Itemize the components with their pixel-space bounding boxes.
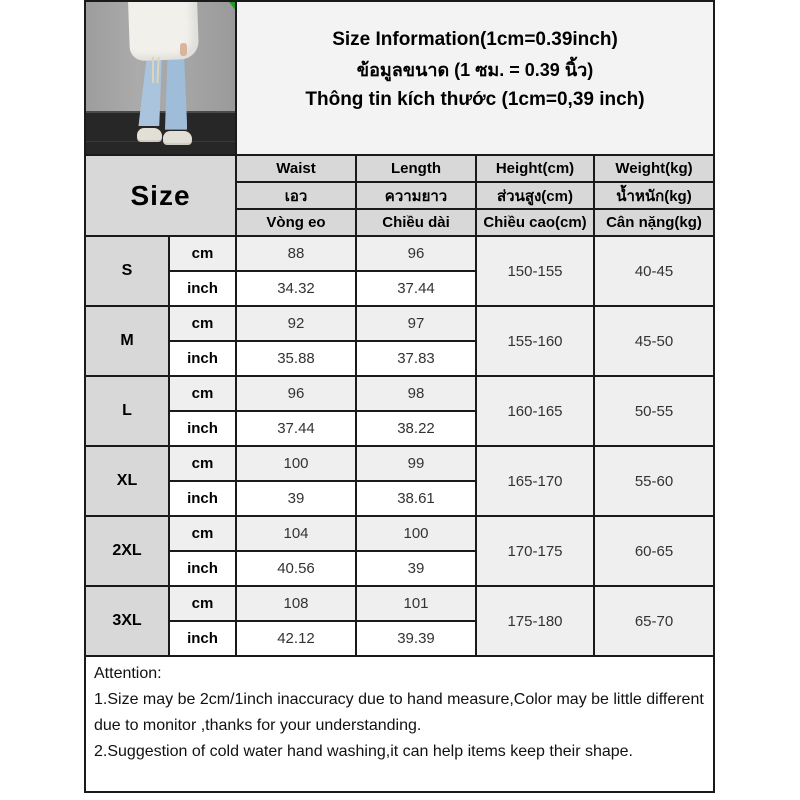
col-header-length-vi: Chiều dài xyxy=(356,209,476,236)
weight-range: 65-70 xyxy=(594,586,714,656)
title-english: Size Information(1cm=0.39inch) xyxy=(332,29,618,50)
height-range: 175-180 xyxy=(476,586,594,656)
size-label-xl: XL xyxy=(85,446,169,516)
unit-label-cm: cm xyxy=(169,236,236,271)
model-hand xyxy=(180,43,187,56)
unit-label-inch: inch xyxy=(169,481,236,516)
unit-label-cm: cm xyxy=(169,306,236,341)
height-range: 170-175 xyxy=(476,516,594,586)
table-row xyxy=(85,236,714,271)
unit-label-cm: cm xyxy=(169,586,236,621)
col-header-waist-th: เอว xyxy=(236,182,356,209)
weight-range: 60-65 xyxy=(594,516,714,586)
waist-cm-value: 96 xyxy=(236,376,356,411)
waist-cm-value: 88 xyxy=(236,236,356,271)
waist-inch-value: 35.88 xyxy=(236,341,356,376)
unit-label-inch: inch xyxy=(169,551,236,586)
length-inch-value: 38.22 xyxy=(356,411,476,446)
jeans-right-leg xyxy=(165,52,187,130)
table-row xyxy=(85,586,714,621)
sneaker-left xyxy=(137,128,162,140)
col-header-weight-en: Weight(kg) xyxy=(594,155,714,182)
col-header-waist-vi: Vòng eo xyxy=(236,209,356,236)
length-cm-value: 101 xyxy=(356,586,476,621)
length-cm-value: 98 xyxy=(356,376,476,411)
length-inch-value: 39 xyxy=(356,551,476,586)
size-label-s: S xyxy=(85,236,169,306)
sneaker-right xyxy=(163,131,191,143)
size-label-3xl: 3XL xyxy=(85,586,169,656)
length-inch-value: 37.44 xyxy=(356,271,476,306)
attention-line-1: 1.Size may be 2cm/1inch inaccuracy due to hand measure,Color may be little different xyxy=(94,691,704,708)
unit-label-inch: inch xyxy=(169,341,236,376)
length-cm-value: 99 xyxy=(356,446,476,481)
length-inch-value: 38.61 xyxy=(356,481,476,516)
height-range: 160-165 xyxy=(476,376,594,446)
col-header-height-th: ส่วนสูง(cm) xyxy=(476,182,594,209)
waist-inch-value: 42.12 xyxy=(236,621,356,656)
unit-label-cm: cm xyxy=(169,446,236,481)
waist-cm-value: 92 xyxy=(236,306,356,341)
unit-label-inch: inch xyxy=(169,621,236,656)
title-cell xyxy=(236,1,714,155)
waist-inch-value: 40.56 xyxy=(236,551,356,586)
drawstring xyxy=(152,57,154,83)
col-header-length-en: Length xyxy=(356,155,476,182)
attention-line-2: due to monitor ,thanks for your understanding. xyxy=(94,717,422,734)
height-range: 165-170 xyxy=(476,446,594,516)
title-vietnamese: Thông tin kích thước (1cm=0,39 inch) xyxy=(305,89,645,110)
col-header-height-vi: Chiều cao(cm) xyxy=(476,209,594,236)
waist-inch-value: 37.44 xyxy=(236,411,356,446)
waist-inch-value: 34.32 xyxy=(236,271,356,306)
weight-range: 55-60 xyxy=(594,446,714,516)
length-cm-value: 100 xyxy=(356,516,476,551)
unit-label-cm: cm xyxy=(169,516,236,551)
title-thai: ข้อมูลขนาด (1 ซม. = 0.39 นิ้ว) xyxy=(356,60,594,80)
unit-label-cm: cm xyxy=(169,376,236,411)
col-header-length-th: ความยาว xyxy=(356,182,476,209)
attention-line-3: 2.Suggestion of cold water hand washing,it can help items keep their shape. xyxy=(94,743,633,760)
weight-range: 45-50 xyxy=(594,306,714,376)
waist-inch-value: 39 xyxy=(236,481,356,516)
white-sweater xyxy=(128,2,199,61)
height-range: 155-160 xyxy=(476,306,594,376)
length-cm-value: 97 xyxy=(356,306,476,341)
table-row xyxy=(85,446,714,481)
table-row xyxy=(85,376,714,411)
weight-range: 50-55 xyxy=(594,376,714,446)
attention-title: Attention: xyxy=(94,665,162,682)
length-inch-value: 39.39 xyxy=(356,621,476,656)
table-row xyxy=(85,306,714,341)
size-label-l: L xyxy=(85,376,169,446)
waist-cm-value: 104 xyxy=(236,516,356,551)
unit-label-inch: inch xyxy=(169,411,236,446)
size-header-cell: Size xyxy=(85,155,236,236)
product-photo xyxy=(86,2,235,154)
height-range: 150-155 xyxy=(476,236,594,306)
attention-box xyxy=(85,656,714,792)
size-label-2xl: 2XL xyxy=(85,516,169,586)
product-photo-cell xyxy=(85,1,236,155)
size-chart-table xyxy=(84,0,715,793)
waist-cm-value: 108 xyxy=(236,586,356,621)
col-header-weight-vi: Cân nặng(kg) xyxy=(594,209,714,236)
weight-range: 40-45 xyxy=(594,236,714,306)
table-row xyxy=(85,516,714,551)
unit-label-inch: inch xyxy=(169,271,236,306)
col-header-waist-en: Waist xyxy=(236,155,356,182)
green-corner-marker xyxy=(229,2,235,12)
length-cm-value: 96 xyxy=(356,236,476,271)
length-inch-value: 37.83 xyxy=(356,341,476,376)
size-label-m: M xyxy=(85,306,169,376)
col-header-height-en: Height(cm) xyxy=(476,155,594,182)
col-header-weight-th: น้ำหนัก(kg) xyxy=(594,182,714,209)
waist-cm-value: 100 xyxy=(236,446,356,481)
